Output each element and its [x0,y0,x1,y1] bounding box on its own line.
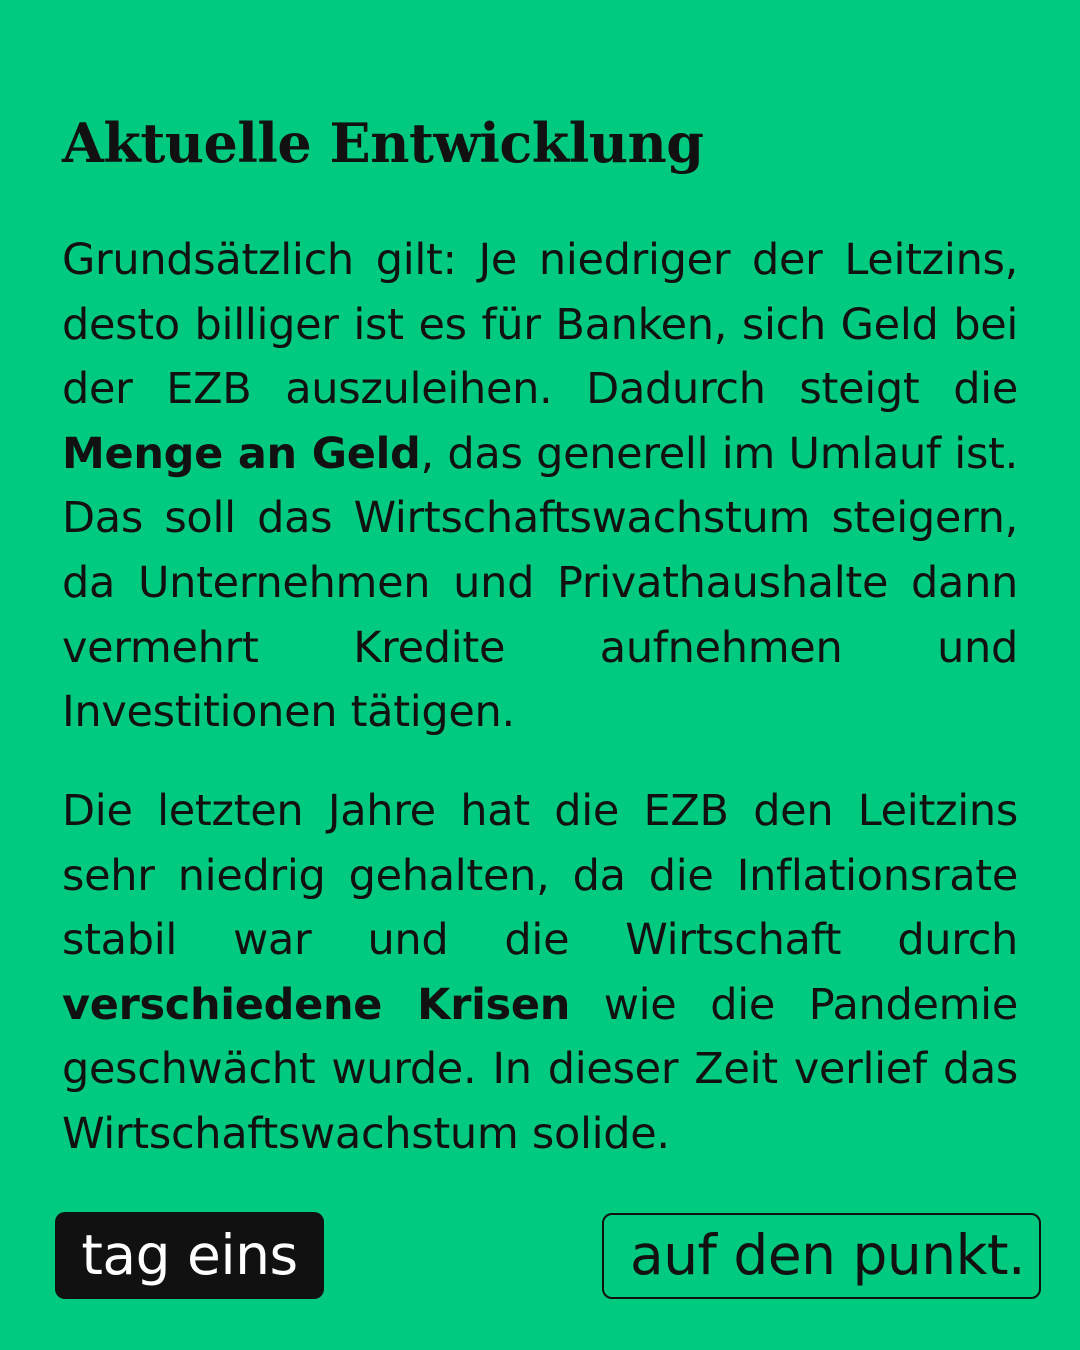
paragraph-1 [62,228,1018,745]
tagline-box: auf den punkt. [602,1213,1041,1299]
paragraph-1-text-start: Grundsätzlich gilt: Je niedriger der Leitzins, desto billiger ist es für Banken, sich Geld bei der EZB auszuleihen. Dadurch steigt die [62,235,1018,415]
paragraph-1-bold-text: Menge an Geld [62,428,421,479]
paragraph-2 [62,779,1018,1167]
paragraph-2-bold-text: verschiedene Krisen [62,979,571,1030]
headline: Aktuelle Entwicklung [62,111,704,175]
paragraph-2-text-end: wie die Pandemie geschwächt wurde. In dieser Zeit verlief das Wirtschaftswachstum solide. [62,979,1018,1159]
brand-logo-badge: tag eins [55,1212,324,1299]
paragraph-1-text-end: , das generell im Umlauf ist. Das soll das Wirtschaftswachstum steigern, da Unternehmen und Privathaushalte dann vermehrt Kredite aufnehmen und Investitionen tätigen. [62,428,1018,738]
paragraph-2-text-start: Die letzten Jahre hat die EZB den Leitzins sehr niedrig gehalten, da die Inflationsrate stabil war und die Wirtschaft durch [62,786,1018,966]
